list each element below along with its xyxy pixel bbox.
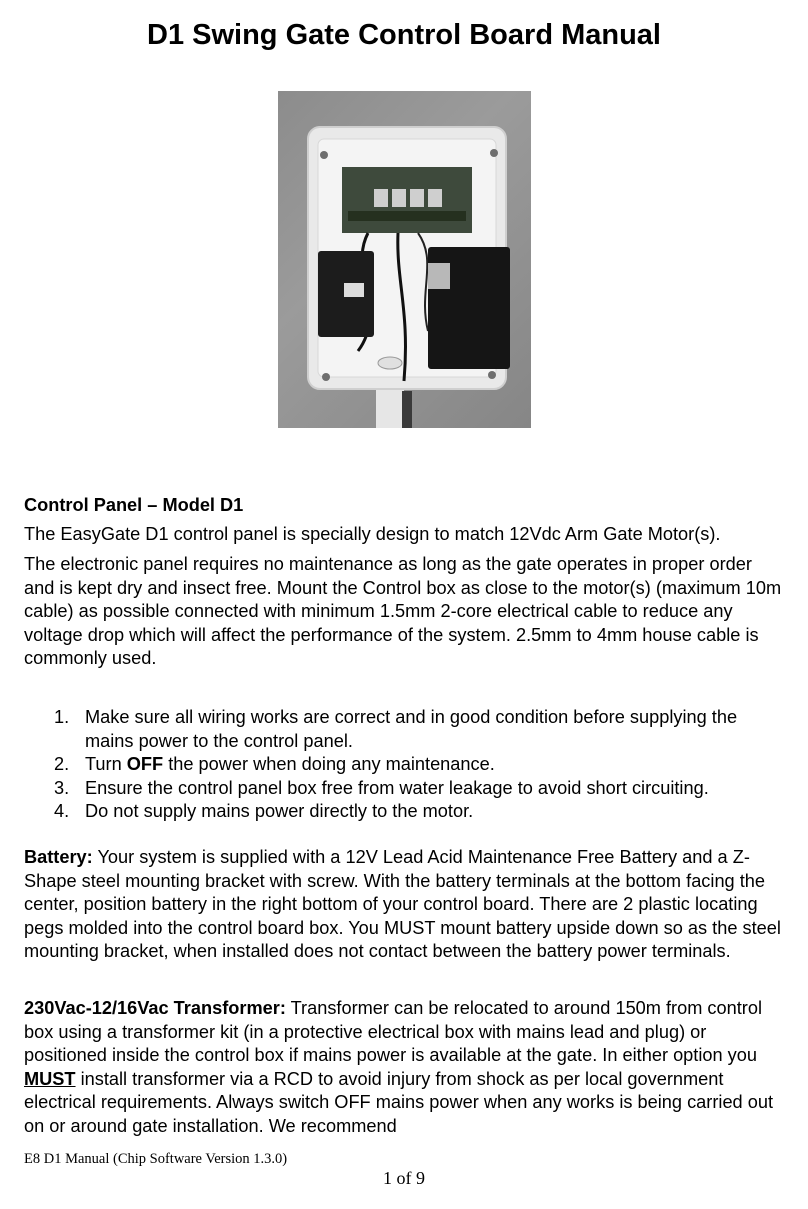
battery-label: Battery:	[24, 847, 93, 867]
battery-section	[24, 846, 786, 964]
list-item	[24, 800, 786, 824]
list-item	[24, 777, 786, 801]
safety-rules-list	[24, 706, 786, 824]
mounting-bracket	[428, 263, 450, 289]
page-number: 1 of 9	[383, 1168, 425, 1188]
list-text: Ensure the control panel box free from water leakage to avoid short circuiting.	[85, 777, 709, 798]
list-text: Make sure all wiring works are correct and in good condition before supplying the mains power to the control panel.	[85, 707, 738, 751]
screw-icon	[488, 371, 496, 379]
control-box-photo	[278, 91, 531, 428]
relay-component	[428, 189, 442, 207]
intro-paragraph: The EasyGate D1 control panel is specially design to match 12Vdc Arm Gate Motor(s).	[24, 523, 721, 544]
circuit-board	[342, 167, 472, 233]
list-number: 1.	[54, 707, 70, 727]
transformer-section	[24, 997, 786, 1138]
must-emphasis: MUST	[24, 1068, 76, 1089]
list-number: 4.	[54, 801, 70, 821]
list-number: 3.	[54, 777, 70, 798]
screw-icon	[490, 149, 498, 157]
screw-icon	[320, 151, 328, 159]
transformer-label: 230Vac-12/16Vac Transformer:	[24, 998, 286, 1018]
terminal-strip	[348, 211, 466, 221]
cable-grommet	[378, 357, 402, 369]
section-heading: Control Panel – Model D1	[24, 495, 244, 515]
list-item	[24, 753, 786, 777]
relay-component	[374, 189, 388, 207]
transformer-paragraph	[24, 997, 786, 1138]
page-title: D1 Swing Gate Control Board Manual	[147, 19, 661, 51]
control-panel-section	[24, 494, 786, 671]
transformer-text-continued: install transformer via a RCD to avoid injury from shock as per local government electrical requirements. Always switch OFF mains power when any works is being carried out on or around gate installation. We recommend	[24, 1068, 774, 1136]
control-box-illustration	[278, 91, 531, 428]
wire-connector	[344, 283, 364, 297]
footer-version: E8 D1 Manual (Chip Software Version 1.3.0)	[24, 1151, 288, 1167]
list-text: the power when doing any maintenance.	[163, 754, 495, 774]
maintenance-paragraph: The electronic panel requires no maintenance as long as the gate operates in proper order and is kept dry and insect free. Mount the Control box as close to the motor(s) (maximum 10m cable) as possible connected with minimum 1.5mm 2-core electrical cable to reduce any voltage drop which will affect the performance of the system. 2.5mm to 4mm house cable is commonly used.	[24, 554, 782, 668]
screw-icon	[322, 373, 330, 381]
transformer-text: Transformer can be relocated to around 150m from control box using a transformer kit (in a protective electrical box with mains lead and plug) or positioned inside the control box if mains power is available at the gate. In either option you	[24, 998, 763, 1065]
cable-bundle	[402, 391, 412, 428]
list-text: Do not supply mains power directly to the motor.	[85, 801, 474, 821]
list-text: Turn	[85, 754, 127, 774]
battery-text: Your system is supplied with a 12V Lead Acid Maintenance Free Battery and a Z-Shape steel mounting bracket with screw. With the battery terminals at the bottom facing the center, position battery in the right bottom of your control board. There are 2 plastic locating pegs molded into the control board box. You MUST mount battery upside down so as the steel mounting bracket, when installed does not contact between the battery power terminals.	[24, 847, 781, 961]
emphasis-off: OFF	[126, 754, 164, 774]
relay-component	[410, 189, 424, 207]
relay-component	[392, 189, 406, 207]
list-number: 2.	[54, 754, 70, 774]
battery-paragraph	[24, 846, 786, 964]
conduit-pipe	[376, 386, 404, 428]
list-item	[24, 706, 786, 753]
